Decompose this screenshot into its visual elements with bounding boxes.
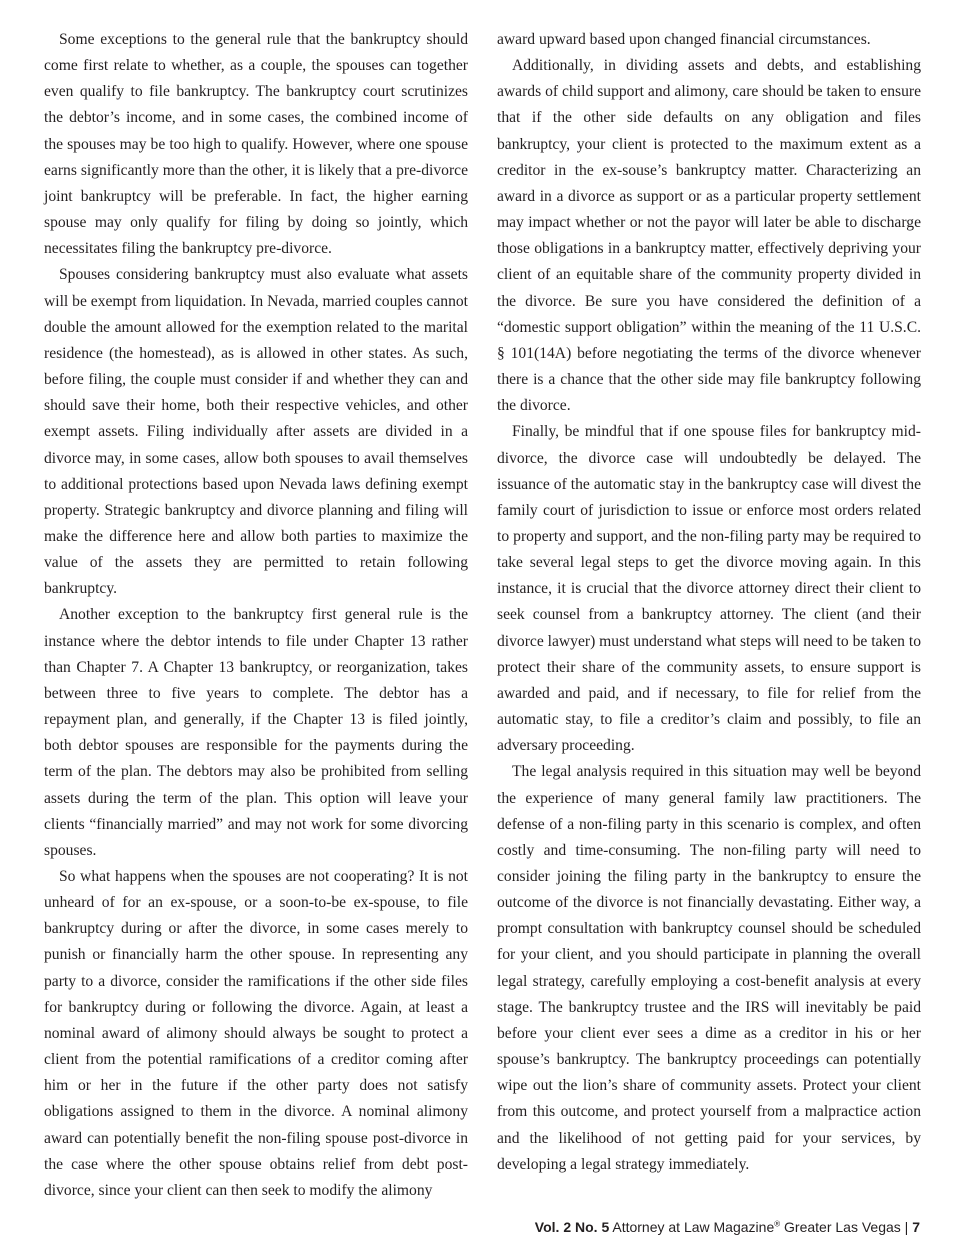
- left-column: [44, 27, 468, 1204]
- page-footer: [535, 1219, 920, 1235]
- footer-separator: |: [904, 1219, 909, 1235]
- footer-magazine-name: Attorney at Law Magazine: [612, 1219, 775, 1235]
- paragraph-legal-analysis: The legal analysis required in this situation may well be beyond the experience of many general family law practitioners. The defense of a non-filing party in this scenario is complex, and often costly and time-consuming. The non-filing party will need to consider joining the filing party in the bankruptcy to ensure the outcome of the divorce is not financially devastating. Either way, a prompt consultation with bankruptcy counsel should be scheduled for your client, and you should participate in planning the overall legal strategy, carefully employing a cost-benefit analysis at every stage. The bankruptcy trustee and the IRS will inevitably be paid before your client ever sees a dime as a creditor in his or her spouse’s bankruptcy. The bankruptcy proceedings can potentially wipe out the lion’s share of community assets. Protect your client from this outcome, and protect yourself from a malpractice action and the likelihood of not getting paid for your services, by developing a legal strategy immediately.: [497, 763, 921, 1173]
- paragraph-dividing-assets: Additionally, in dividing assets and debts, and establishing awards of child support and alimony, care should be taken to ensure that if the other side defaults on any obligation and files bankruptcy, your client is protected to the maximum extent as a creditor in the ex-souse’s bankruptcy matter. Characterizing an award in a divorce as support or as a particular property settlement may impact whether or not the payor will later be able to discharge those obligations in a bankruptcy matter, effectively depriving your client of an equitable share of the community property divided in the divorce. Be sure you have considered the definition of a “domestic support obligation” within the meaning of the 11 U.S.C. § 101(14A) before negotiating the terms of the divorce whenever there is a chance that the other side may file bankruptcy following the divorce.: [497, 57, 921, 415]
- paragraph-mid-divorce-filing: Finally, be mindful that if one spouse files for bankruptcy mid-divorce, the divorce case will undoubtedly be delayed. The issuance of the automatic stay in the bankruptcy case will divest the family court of jurisdiction to issue or enforce most orders related to property and support, and the non-filing party may be required to take several legal steps to get the divorce moving again. In this instance, it is crucial that the divorce attorney direct their client to seek counsel from a bankruptcy attorney. The client (and their divorce lawyer) must understand what steps will need to be taken to protect their share of the community assets, to ensure support is awarded and paid, and if necessary, to file for relief from the automatic stay, to file a creditor’s claim and possibly, to file an adversary proceeding.: [497, 423, 921, 755]
- paragraph-exempt-assets: Spouses considering bankruptcy must also evaluate what assets will be exempt from liquidation. In Nevada, married couples cannot double the amount allowed for the exemption related to the marital residence (the homestead), as is allowed in other states. As such, before filing, the couple must consider if and whether they can and should save their home, both their respective vehicles, and other exempt assets. Filing individually after assets are divided in a divorce may, in some cases, allow both spouses to avail themselves to additional protections based upon Nevada laws defining exempt property. Strategic bankruptcy and divorce planning and filing will make the difference here and allow both parties to maximize the value of the assets they are permitted to retain following bankruptcy.: [44, 266, 468, 598]
- page-number: 7: [912, 1219, 920, 1235]
- paragraph-continuation: award upward based upon changed financial circumstances.: [497, 31, 871, 48]
- right-column: [497, 27, 921, 1178]
- registered-mark: ®: [774, 1219, 781, 1229]
- paragraph-chapter-13: Another exception to the bankruptcy first general rule is the instance where the debtor intends to file under Chapter 13 rather than Chapter 7. A Chapter 13 bankruptcy, or reorganization, takes between three to five years to complete. The debtor has a repayment plan, and generally, if the Chapter 13 is filed jointly, both debtor spouses are responsible for the payments during the term of the plan. The debtors may also be prohibited from selling assets during the term of the plan. This option will leave your clients “financially married” and may not work for some divorcing spouses.: [44, 606, 468, 859]
- footer-volume: Vol. 2: [534, 1219, 572, 1235]
- footer-issue: No. 5: [575, 1219, 610, 1235]
- paragraph-spousal-qualification: Some exceptions to the general rule that the bankruptcy should come first relate to whether, as a couple, the spouses can together even qualify to file bankruptcy. The bankruptcy court scrutinizes the debtor’s income, and in some cases, the combined income of the spouses may be too high to qualify. However, where one spouse earns significantly more than the other, it is likely that a pre-divorce joint bankruptcy will be preferable. In fact, the higher earning spouse may only qualify for filing by doing so jointly, which necessitates filing the bankruptcy pre-divorce.: [44, 31, 468, 258]
- paragraph-uncooperative-spouses: So what happens when the spouses are not cooperating? It is not unheard of for an ex-spouse, or a soon-to-be ex-spouse, to file bankruptcy during or after the divorce, in some cases merely to punish or financially harm the other spouse. In representing any party to a divorce, consider the ramifications if the other side files for bankruptcy during or following the divorce. Again, at least a nominal award of alimony should always be sought to protect a client from the potential ramifications of a creditor coming after him or her in the future if the other party does not satisfy obligations assigned to them in the divorce. A nominal alimony award can potentially benefit the non-filing spouse post-divorce in the case where the other spouse obtains relief from debt post-divorce, since your client can then seek to modify the alimony: [44, 868, 468, 1199]
- footer-edition: Greater Las Vegas: [784, 1219, 901, 1235]
